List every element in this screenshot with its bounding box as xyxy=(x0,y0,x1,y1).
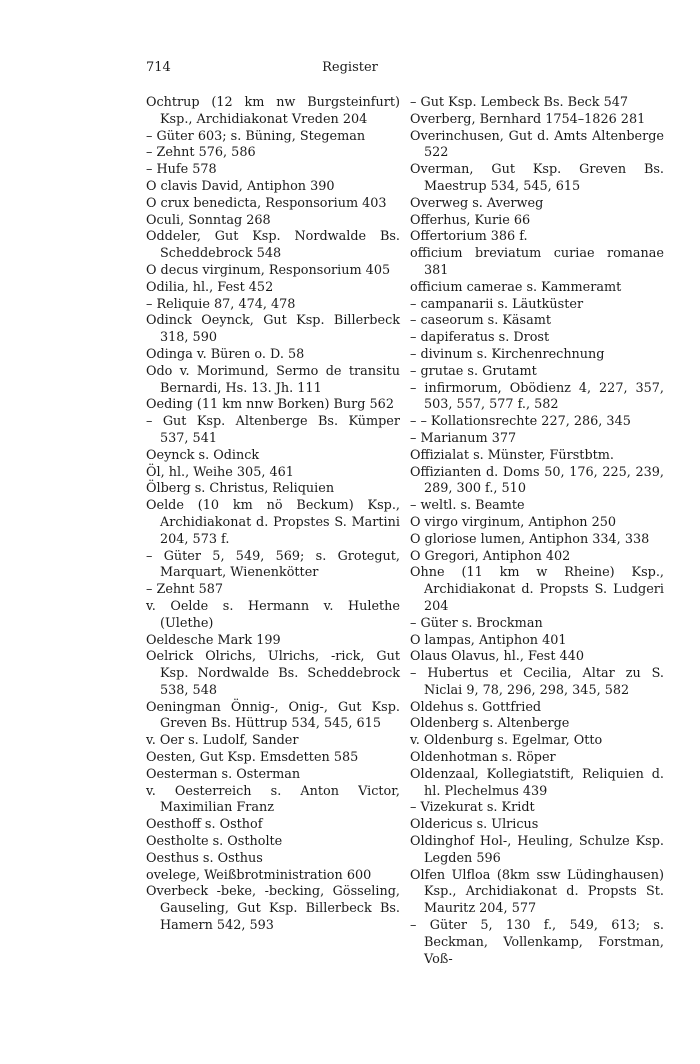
index-entry: Oesthus s. Osthus xyxy=(146,850,263,866)
index-entry: Odo v. Morimund, Sermo de transitu Bernardi, Hs. 13. Jh. 111 xyxy=(146,363,400,396)
index-entry: Odinck Oeynck, Gut Ksp. Billerbeck 318, 590 xyxy=(146,313,400,346)
index-entry: Overberg, Bernhard 1754–1826 281 xyxy=(410,111,646,127)
index-entry: officium breviatum curiae romanae 381 xyxy=(410,246,664,278)
index-entry: – Güter 5, 549, 569; s. Grotegut, Marquart, Wienenkötter xyxy=(146,548,400,581)
index-entry: Oelde (10 km nö Beckum) Ksp., Archidiakonat d. Propstes S. Martini 204, 573 f. xyxy=(146,498,400,547)
index-column-right xyxy=(410,95,664,968)
index-entry: Öl, hl., Weihe 305, 461 xyxy=(146,464,294,480)
index-entry: – Reliquie 87, 474, 478 xyxy=(146,296,296,312)
index-entry: – weltl. s. Beamte xyxy=(410,498,525,514)
index-entry: Ölberg s. Christus, Reliquien xyxy=(146,481,335,497)
running-title: Register xyxy=(322,60,378,75)
index-entry: – Hufe 578 xyxy=(146,162,217,178)
index-entry: – – Kollationsrechte 227, 286, 345 xyxy=(410,414,631,430)
index-entry: – Zehnt 576, 586 xyxy=(146,145,256,161)
index-entry: v. Oesterreich s. Anton Victor, Maximilian Franz xyxy=(146,783,400,816)
index-entry: – Güter 5, 130 f., 549, 613; s. Beckman, Vollenkamp, Forstman, Voß- xyxy=(410,918,664,967)
index-entry: Oldenberg s. Altenberge xyxy=(410,716,570,732)
index-entry: Ochtrup (12 km nw Burgsteinfurt) Ksp., Archidiakonat Vreden 204 xyxy=(146,95,400,127)
index-entry: ovelege, Weißbrotministration 600 xyxy=(146,867,372,883)
index-entry: O lampas, Antiphon 401 xyxy=(410,632,567,648)
index-entry: Odinga v. Büren o. D. 58 xyxy=(146,346,305,362)
index-entry: Olaus Olavus, hl., Fest 440 xyxy=(410,649,584,665)
index-entry: – Gut Ksp. Lembeck Bs. Beck 547 xyxy=(410,95,629,110)
index-entry: Ohne (11 km w Rheine) Ksp., Archidiakonat d. Propsts S. Ludgeri 204 xyxy=(410,565,664,614)
index-entry: Oelrick Olrichs, Ulrichs, -rick, Gut Ksp. Nordwalde Bs. Scheddebrock 538, 548 xyxy=(146,649,400,698)
index-entry: Overman, Gut Ksp. Greven Bs. Maestrup 534, 545, 615 xyxy=(410,162,664,194)
index-entry: v. Oer s. Ludolf, Sander xyxy=(146,733,299,749)
index-entry: – Zehnt 587 xyxy=(146,582,224,598)
index-entry: O virgo virginum, Antiphon 250 xyxy=(410,514,617,530)
index-entry: Overbeck -beke, -becking, Gösseling, Gauseling, Gut Ksp. Billerbeck Bs. Hamern 542, 593 xyxy=(146,884,400,934)
index-entry: Oeding (11 km nnw Borken) Burg 562 xyxy=(146,397,394,413)
index-entry: Olfen Ulfloa (8km ssw Lüdinghausen) Ksp., Archidiakonat d. Propsts St. Mauritz 204, 577 xyxy=(410,867,664,917)
index-entry: – Vizekurat s. Kridt xyxy=(410,800,535,816)
index-entry: Offizianten d. Doms 50, 176, 225, 239, 289, 300 f., 510 xyxy=(410,464,664,497)
index-entry: – divinum s. Kirchenrechnung xyxy=(410,346,605,362)
index-entry: Oeningman Önnig-, Onig-, Gut Ksp. Greven Bs. Hüttrup 534, 545, 615 xyxy=(146,699,400,732)
index-entry: Oddeler, Gut Ksp. Nordwalde Bs. Scheddebrock 548 xyxy=(146,229,400,262)
index-entry: Overweg s. Averweg xyxy=(410,195,544,211)
index-entry: Oesterman s. Osterman xyxy=(146,766,301,782)
index-entry: Oldericus s. Ulricus xyxy=(410,817,539,833)
index-entry: – Marianum 377 xyxy=(410,430,517,446)
index-column-left xyxy=(146,95,400,935)
index-entry: – campanarii s. Läutküster xyxy=(410,296,584,312)
index-entry: Offertorium 386 f. xyxy=(410,229,528,245)
index-entry: Oldehus s. Gottfried xyxy=(410,699,542,715)
index-entry: – infirmorum, Obödienz 4, 227, 357, 503, 557, 577 f., 582 xyxy=(410,380,664,413)
index-entry: Oestholte s. Ostholte xyxy=(146,834,283,850)
index-entry: Offerhus, Kurie 66 xyxy=(410,212,531,228)
index-entry: Oculi, Sonntag 268 xyxy=(146,212,271,228)
index-entry: O decus virginum, Responsorium 405 xyxy=(146,262,391,278)
index-entry: – Güter 603; s. Büning, Stegeman xyxy=(146,128,366,144)
index-entry: Oesthoff s. Osthof xyxy=(146,817,263,833)
index-entry: Oesten, Gut Ksp. Emsdetten 585 xyxy=(146,750,359,766)
index-entry: O gloriose lumen, Antiphon 334, 338 xyxy=(410,531,650,547)
index-entry: Odilia, hl., Fest 452 xyxy=(146,279,274,295)
index-entry: – dapiferatus s. Drost xyxy=(410,330,550,346)
index-entry: Oldenhotman s. Röper xyxy=(410,750,556,766)
index-entry: – Gut Ksp. Altenberge Bs. Kümper 537, 541 xyxy=(146,414,400,446)
index-entry: Oeldesche Mark 199 xyxy=(146,632,281,648)
index-entry: Oeynck s. Odinck xyxy=(146,447,260,463)
index-entry: O Gregori, Antiphon 402 xyxy=(410,548,571,564)
index-entry: v. Oldenburg s. Egelmar, Otto xyxy=(410,733,603,749)
index-entry: officium camerae s. Kammeramt xyxy=(410,279,622,295)
index-entry: Overinchusen, Gut d. Amts Altenberge 522 xyxy=(410,128,664,161)
index-entry: Oldinghof Hol-, Heuling, Schulze Ksp. Legden 596 xyxy=(410,834,664,866)
index-entry: – grutae s. Grutamt xyxy=(410,363,537,379)
index-entry: Offizialat s. Münster, Fürstbtm. xyxy=(410,447,614,463)
index-entry: O clavis David, Antiphon 390 xyxy=(146,178,335,194)
index-entry: – Hubertus et Cecilia, Altar zu S. Niclai 9, 78, 296, 298, 345, 582 xyxy=(410,666,664,698)
index-entry: – Güter s. Brockman xyxy=(410,615,543,631)
index-entry: O crux benedicta, Responsorium 403 xyxy=(146,195,387,211)
index-entry: v. Oelde s. Hermann v. Hulethe (Ulethe) xyxy=(146,598,400,631)
index-entry: Oldenzaal, Kollegiatstift, Reliquien d. hl. Plechelmus 439 xyxy=(410,766,664,799)
page-number: 714 xyxy=(146,60,171,75)
index-entry: – caseorum s. Käsamt xyxy=(410,313,552,329)
